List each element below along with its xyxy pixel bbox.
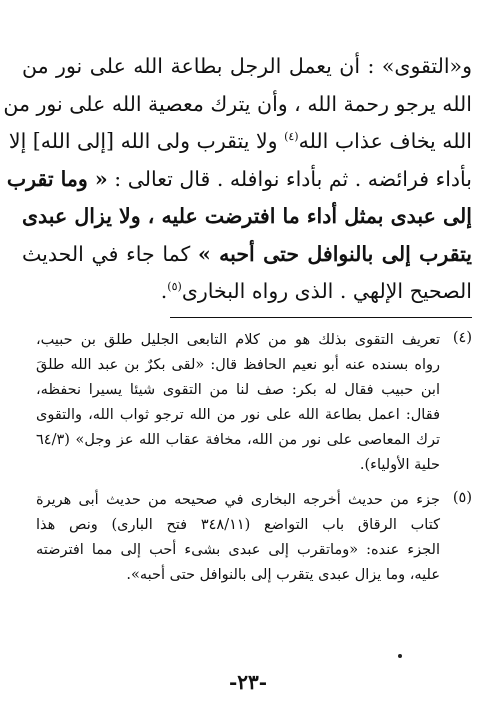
- footnote-number: (٥): [452, 489, 472, 506]
- ink-speck: [398, 654, 402, 658]
- footnote-line: عليه، وما يزال عبدى يتقرب إلى بالنوافل حتى أحبه».: [126, 566, 440, 583]
- text-span: .: [160, 279, 168, 303]
- text-span: الله يخاف عذاب الله: [298, 129, 472, 153]
- text-line: [22, 198, 472, 236]
- text-span: بأداء فرائضه . ثم بأداء نوافله . قال تعالى :: [107, 166, 472, 191]
- text-line: [8, 123, 472, 161]
- text-span: ولا يتقرب ولى الله [إلى الله] إلا: [8, 129, 285, 153]
- main-text: [3, 48, 472, 311]
- text-line: [3, 86, 472, 124]
- page-number: -٢٣-: [228, 670, 268, 694]
- text-span: الله يرجو رحمة الله ، وأن يترك معصية الله على نور من: [3, 91, 472, 116]
- footnote-number: (٤): [452, 329, 472, 346]
- text-span: الصحيح الإلهي . الذى رواه البخارى: [181, 279, 472, 303]
- footnote: [22, 328, 472, 478]
- text-line: [22, 48, 472, 86]
- footnote-body: [22, 488, 440, 588]
- footnote-line: رواه بسنده عنه أبو نعيم الحافظ قال: «لقى بكرٌ بن عبد الله طلقَ: [36, 356, 440, 373]
- footnote-ref[interactable]: (٥): [167, 280, 182, 293]
- footnote-body: [22, 328, 440, 478]
- text-line: [22, 273, 472, 311]
- quote-text: يتقرب إلى بالنوافل حتى أحبه »: [198, 241, 472, 266]
- footnote-separator: [170, 317, 472, 318]
- footnote-line: تعريف التقوى بذلك هو من كلام التابعى الجليل طلق بن حبيب،: [36, 331, 440, 348]
- text-span: كما جاء في الحديث: [22, 241, 199, 266]
- footnote-line: كتاب الرقاق باب التواضع (٣٤٨/١١ فتح البارى) ونص هذا: [36, 516, 440, 533]
- text-line: [6, 161, 472, 199]
- footnote-ref[interactable]: (٤): [284, 130, 299, 143]
- footnote-line: جزء من حديث أخرجه البخارى في صحيحه من حديث أبى هريرة: [36, 491, 440, 508]
- footnote-line: ابن حبيب فقال له بكر: صف لنا من التقوى شيئا يسيرا نحفظه،: [36, 381, 441, 398]
- text-line: [22, 236, 472, 274]
- footnote-line: ترك المعاصى على نور من الله، مخافة عقاب الله عز وجل» (٦٤/٣: [36, 431, 440, 448]
- text-span: و«التقوى» : أن يعمل الرجل بطاعة الله على نور من: [22, 54, 472, 78]
- footnote: [22, 488, 472, 588]
- footnote-line: فقال: اعمل بطاعة الله على نور من الله ترجو ثواب الله، والتقوى: [36, 406, 440, 423]
- footnote-line: حلية الأولياء).: [359, 456, 440, 473]
- quote-text: « وما تقرب: [6, 166, 108, 191]
- footnote-line: الجزء عنده: «وماتقرب إلى عبدى بشىء أحب إلى مما افترضته: [36, 541, 440, 558]
- quote-text: إلى عبدى بمثل أداء ما افترضت عليه ، ولا يزال عبدى: [21, 204, 472, 228]
